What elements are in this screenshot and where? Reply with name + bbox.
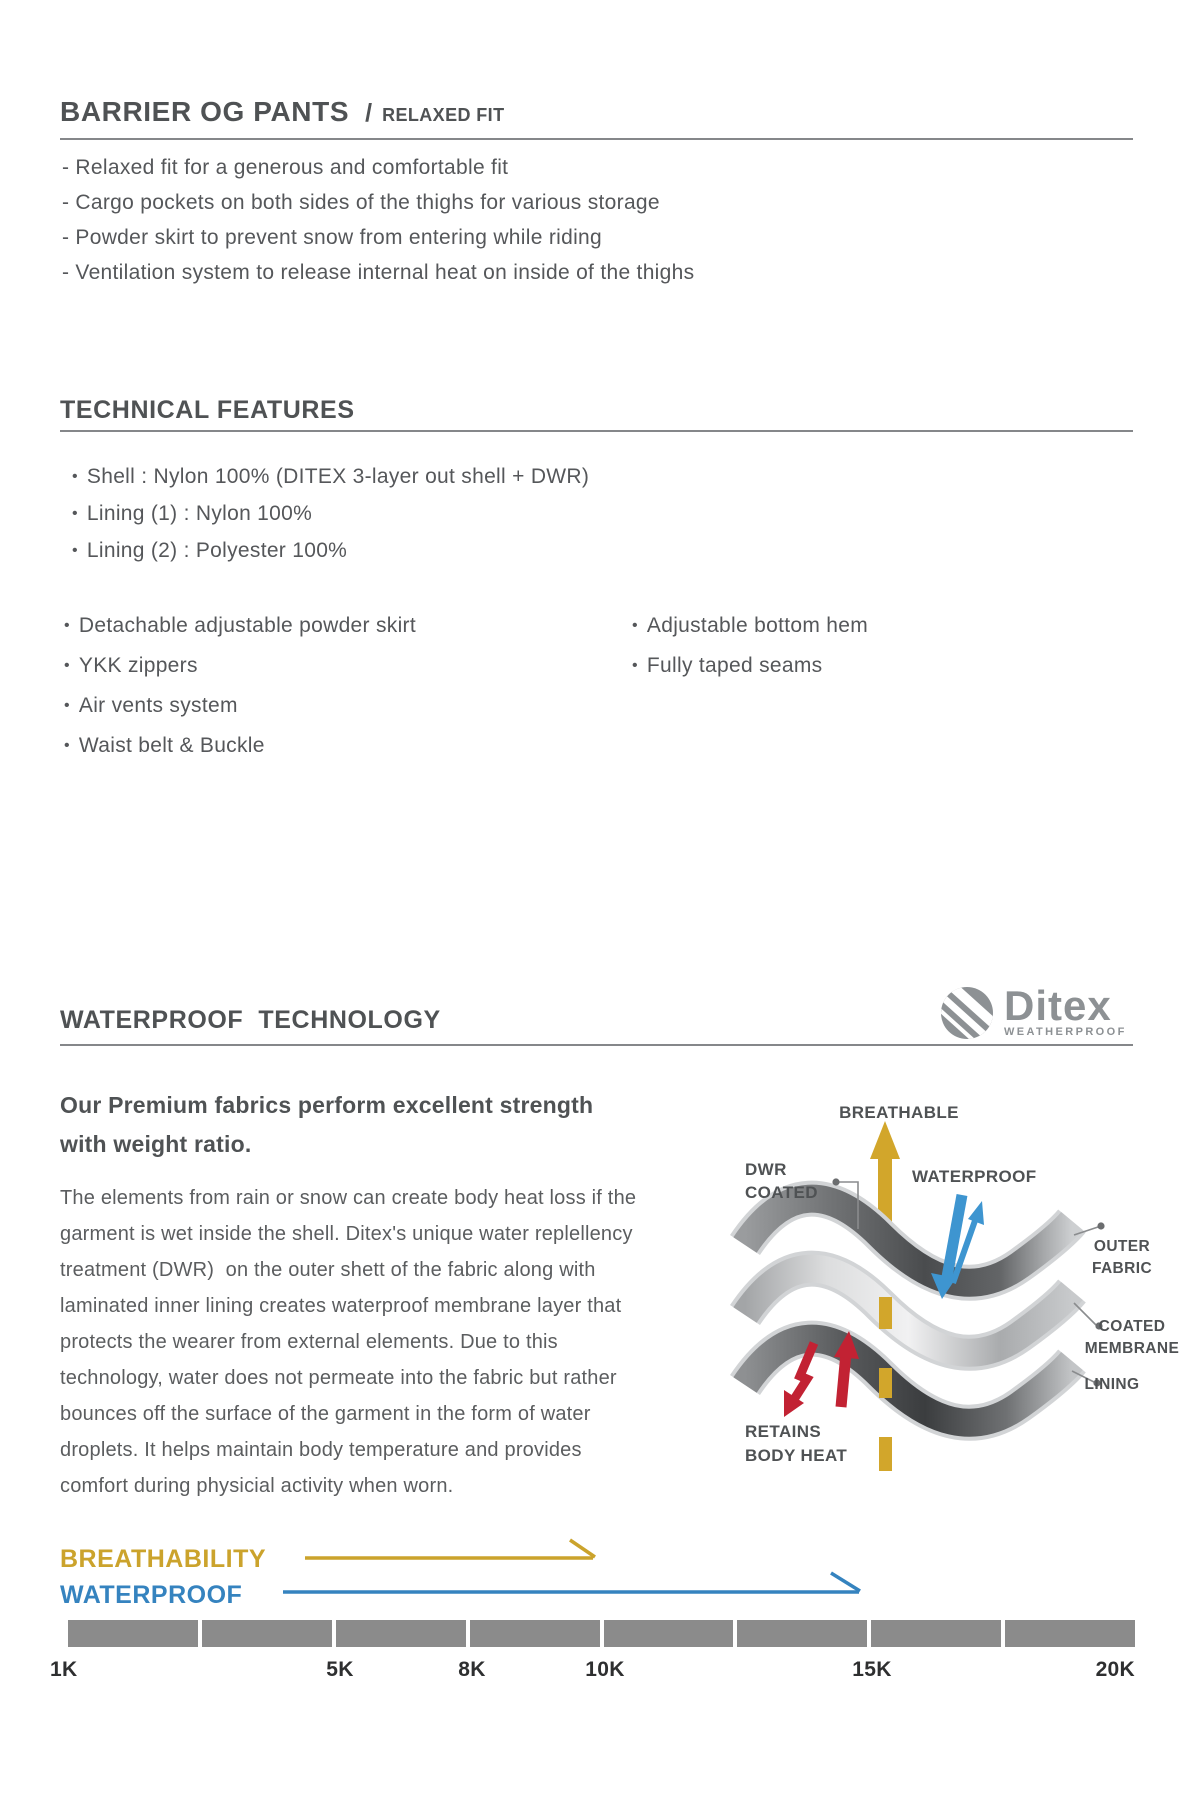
waterproof-label: WATERPROOF — [60, 1581, 243, 1609]
bullet-icon: • — [64, 617, 70, 634]
technical-text: Fully taped seams — [646, 654, 823, 677]
breathability-line-icon — [305, 1540, 595, 1558]
breathable-dashes-icon — [879, 1297, 892, 1471]
material-text: Lining (2) : Polyester 100% — [86, 539, 348, 562]
title-slash: / — [365, 99, 373, 127]
ditex-logo-text — [1004, 981, 1127, 1038]
product-title: BARRIER OG PANTS — [60, 96, 350, 127]
diagram-label-dwr-line1: DWR — [745, 1160, 787, 1179]
ditex-logo — [940, 981, 1127, 1040]
fit-label: RELAXED FIT — [382, 105, 505, 125]
technical-list-right — [632, 606, 868, 686]
bullet-icon: • — [64, 657, 70, 674]
technical-text: Air vents system — [78, 694, 238, 717]
bullet-icon: • — [632, 657, 638, 674]
diagram-label-retains-line2: BODY HEAT — [745, 1446, 848, 1465]
rating-bar-segment — [336, 1620, 466, 1647]
technical-features-heading: TECHNICAL FEATURES — [60, 396, 355, 424]
fabric-layers-diagram — [700, 1085, 1200, 1495]
material-text: Shell : Nylon 100% (DITEX 3-layer out shell + DWR) — [86, 465, 590, 488]
waterproof-technology-heading: WATERPROOF TECHNOLOGY — [60, 1006, 441, 1034]
rating-bar-segment — [604, 1620, 734, 1647]
waterproof-body: The elements from rain or snow can create body heat loss if the garment is wet inside the shell. Ditex's unique water replellency treatment (DWR) on the outer shett of the fabric along with laminated inner lining creates waterproof membrane layer that protects the wearer from external elements. Due to this technology, water does not permeate into the fabric but rather bounces off the surface of the garment in the form of water droplets. It helps maintain body temperature and provides comfort during physicial activity when worn. — [60, 1187, 642, 1497]
material-item — [72, 532, 589, 569]
technical-item — [64, 686, 416, 726]
waterproof-divider — [60, 1044, 1133, 1046]
bullet-icon: • — [72, 505, 78, 522]
scale-tick: 10K — [585, 1658, 625, 1681]
materials-list — [72, 458, 589, 569]
diagram-label-breathable: BREATHABLE — [839, 1103, 959, 1122]
diagram-label-outer-line2: FABRIC — [1091, 1260, 1153, 1277]
bullet-icon: • — [72, 468, 78, 485]
technical-text: Adjustable bottom hem — [646, 614, 868, 637]
bullet-icon: • — [64, 697, 70, 714]
rating-bar-segment — [1005, 1620, 1135, 1647]
waterproof-line-icon — [283, 1573, 860, 1592]
rating-bar-segment — [737, 1620, 867, 1647]
rating-bar — [68, 1620, 1135, 1647]
scale-tick: 8K — [458, 1658, 486, 1681]
diagram-label-lining: LINING — [1084, 1376, 1140, 1393]
diagram-label-membrane-line1: COATED — [1098, 1318, 1166, 1335]
bullet-icon: • — [64, 737, 70, 754]
technical-list-left — [64, 606, 416, 766]
feature-item: - Ventilation system to release internal heat on inside of the thighs — [62, 261, 695, 284]
product-title-row — [60, 96, 504, 128]
rating-bar-segment — [68, 1620, 198, 1647]
technical-item — [632, 606, 868, 646]
technical-divider — [60, 430, 1133, 432]
diagram-label-dwr-line2: COATED — [745, 1183, 818, 1202]
technical-item — [632, 646, 868, 686]
feature-item: - Powder skirt to prevent snow from entering while riding — [62, 226, 602, 249]
material-text: Lining (1) : Nylon 100% — [86, 502, 313, 525]
scale-tick: 20K — [1095, 1658, 1135, 1681]
material-item — [72, 458, 589, 495]
technical-text: YKK zippers — [78, 654, 198, 677]
rating-bar-segment — [871, 1620, 1001, 1647]
diagram-label-waterproof: WATERPROOF — [912, 1167, 1037, 1186]
title-divider — [60, 138, 1133, 140]
brand-name: Ditex — [1004, 981, 1112, 1029]
scale-tick: 15K — [852, 1658, 892, 1681]
technical-item — [64, 646, 416, 686]
diagram-label-outer-line1: OUTER — [1093, 1238, 1151, 1255]
scale-tick: 5K — [326, 1658, 354, 1681]
technical-text: Waist belt & Buckle — [78, 734, 265, 757]
bullet-icon: • — [72, 542, 78, 559]
diagram-label-retains-line1: RETAINS — [745, 1422, 822, 1441]
brand-tagline: WEATHERPROOF — [1004, 1025, 1127, 1038]
material-item — [72, 495, 589, 532]
breathability-label: BREATHABILITY — [60, 1545, 267, 1573]
scale-lines — [0, 1528, 1200, 1618]
ditex-logo-icon — [940, 986, 994, 1040]
rating-bar-segment — [202, 1620, 332, 1647]
technical-item — [64, 726, 416, 766]
scale-tick: 1K — [50, 1658, 78, 1681]
technical-item — [64, 606, 416, 646]
technical-text: Detachable adjustable powder skirt — [78, 614, 416, 637]
feature-item: - Relaxed fit for a generous and comfortable fit — [62, 156, 509, 179]
feature-list — [62, 150, 694, 290]
feature-item: - Cargo pockets on both sides of the thighs for various storage — [62, 191, 660, 214]
bullet-icon: • — [632, 617, 638, 634]
waterproof-lead: Our Premium fabrics perform excellent strength with weight ratio. — [60, 1092, 594, 1157]
rating-bar-segment — [470, 1620, 600, 1647]
diagram-label-membrane-line2: MEMBRANE — [1084, 1340, 1180, 1357]
